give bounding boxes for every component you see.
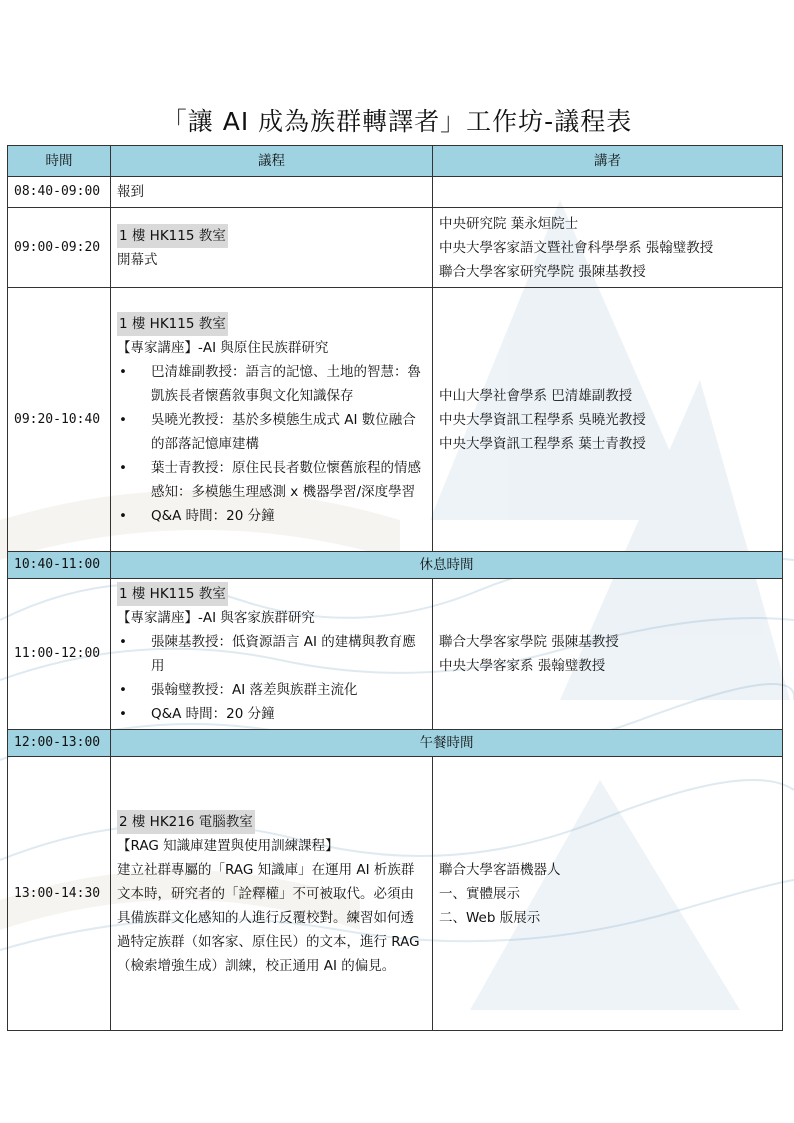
table-row: [8, 579, 783, 730]
talk-item: • 吳曉光教授：基於多模態生成式 AI 數位融合的部落記憶庫建構: [117, 408, 426, 456]
row-program: [111, 757, 433, 1031]
room-label: 1 樓 HK115 教室: [117, 582, 228, 606]
speaker-line: 中央大學客家系 張翰璧教授: [439, 658, 606, 674]
table-row: [8, 757, 783, 1031]
row-time: 13:00-14:30: [8, 757, 111, 1031]
row-program: [111, 579, 433, 730]
row-speakers: [433, 579, 783, 730]
row-program: 報到: [111, 177, 433, 208]
session-title: 【專家講座】-AI 與客家族群研究: [117, 610, 315, 626]
talk-item: • 張翰璧教授：AI 落差與族群主流化: [117, 678, 426, 702]
session-title: 【RAG 知識庫建置與使用訓練課程】: [117, 837, 339, 854]
row-time: 09:00-09:20: [8, 208, 111, 288]
agenda-table: [7, 145, 783, 1031]
speaker-line: 中央大學資訊工程學系 葉士青教授: [439, 435, 646, 452]
room-label: 1 樓 HK115 教室: [117, 312, 228, 336]
speaker-line: 聯合大學客語機器人: [439, 861, 561, 878]
talk-list: [117, 630, 426, 726]
row-speakers: [433, 757, 783, 1031]
row-program: [111, 208, 433, 288]
break-row: [8, 552, 783, 579]
speaker-line: 聯合大學客家學院 張陳基教授: [439, 634, 619, 650]
talk-item: • 巴清雄副教授：語言的記憶、土地的智慧：魯凱族長者懷舊敘事與文化知識保存: [117, 360, 426, 408]
row-speakers: [433, 208, 783, 288]
row-speakers: [433, 288, 783, 552]
talk-item: • 張陳基教授：低資源語言 AI 的建構與教育應用: [117, 630, 426, 678]
speaker-line: 中央研究院 葉永烜院士: [439, 215, 579, 232]
table-header-row: [8, 146, 783, 177]
table-row: [8, 288, 783, 552]
session-description: 建立社群專屬的「RAG 知識庫」在運用 AI 析族群文本時，研究者的「詮釋權」不可被取代。必須由具備族群文化感知的人進行反覆校對。練習如何透過特定族群（如客家、原住民）的文本，進行 RAG（檢索增強生成）訓練，校正通用 AI 的偏見。: [117, 861, 420, 974]
speaker-line: 中山大學社會學系 巴清雄副教授: [439, 387, 633, 404]
talk-list: [117, 360, 426, 528]
speaker-line: 中央大學資訊工程學系 吳曉光教授: [439, 411, 646, 428]
header-time: 時間: [8, 146, 111, 177]
row-time: 12:00-13:00: [8, 730, 111, 757]
break-row: [8, 730, 783, 757]
room-label: 2 樓 HK216 電腦教室: [117, 810, 255, 834]
header-program: 議程: [111, 146, 433, 177]
talk-item: • Q&A 時間：20 分鐘: [117, 504, 426, 528]
program-title: 開幕式: [117, 251, 158, 268]
row-time: 10:40-11:00: [8, 552, 111, 579]
row-time: 11:00-12:00: [8, 579, 111, 730]
speaker-line: 聯合大學客家研究學院 張陳基教授: [439, 263, 646, 280]
break-label: 休息時間: [111, 552, 783, 579]
row-time: 09:20-10:40: [8, 288, 111, 552]
page-title: 「讓 AI 成為族群轉譯者」工作坊-議程表: [161, 107, 633, 136]
talk-item: • Q&A 時間：20 分鐘: [117, 702, 426, 726]
table-row: [8, 177, 783, 208]
talk-item: • 葉士青教授：原住民長者數位懷舊旅程的情感感知：多模態生理感測 x 機器學習/深度學習: [117, 456, 426, 504]
table-row: [8, 208, 783, 288]
speaker-line: 中央大學客家語文暨社會科學學系 張翰璧教授: [439, 239, 714, 256]
room-label: 1 樓 HK115 教室: [117, 224, 228, 248]
header-speaker: 講者: [433, 146, 783, 177]
session-title: 【專家講座】-AI 與原住民族群研究: [117, 339, 329, 356]
break-label: 午餐時間: [111, 730, 783, 757]
speaker-line: 二、Web 版展示: [439, 909, 541, 926]
row-time: 08:40-09:00: [8, 177, 111, 208]
row-program: [111, 288, 433, 552]
speaker-line: 一、實體展示: [439, 885, 520, 902]
row-speakers: [433, 177, 783, 208]
